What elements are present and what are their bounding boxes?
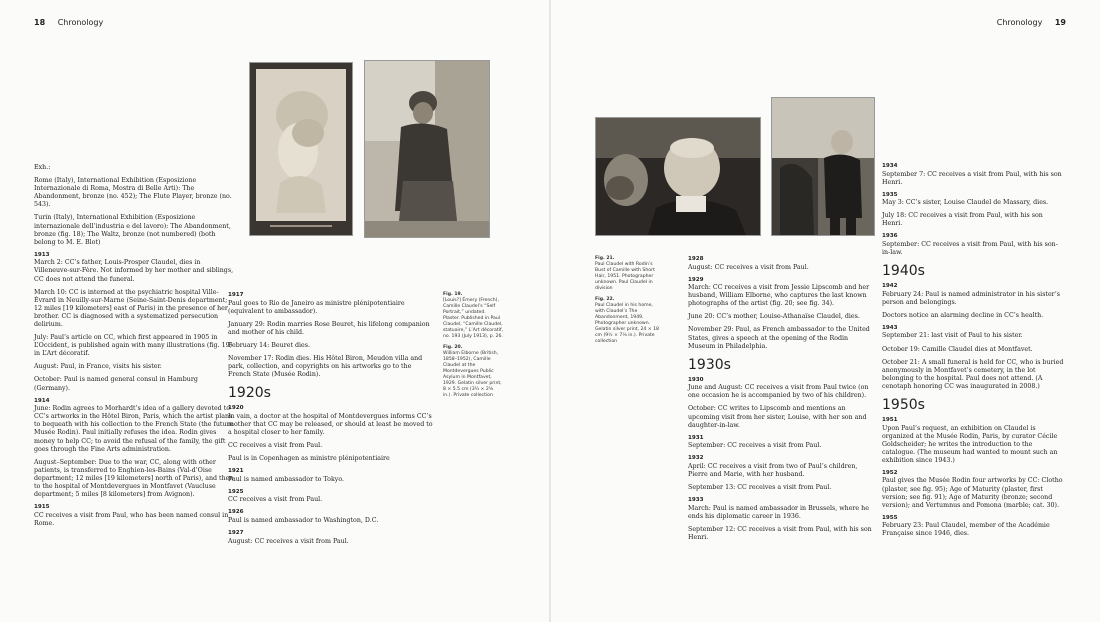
caption-title: Fig. 20. (443, 345, 463, 350)
caption-text: William Elborne (British, 1858–1952), Camille Claudel at the Montdevergues Public Asylum in Montfavet, 1929. Gelatin silver print, 8 × 5.5 cm (3¼ × 2⅛ in.). Private collection (443, 351, 502, 398)
year-heading: 1927 (228, 530, 244, 536)
entry-text: October 21: A small funeral is held for CC, who is buried anonymously in Montfavet’s cemetery, in the lot belonging to the hospital. Paul does not attend. (A cenotaph honoring CC was inaugurated in 2008.) (882, 358, 1064, 390)
entry-text: Doctors notice an alarming decline in CC’s health. (882, 311, 1044, 319)
entry-text: CC receives a visit from Paul. (228, 496, 323, 504)
year-heading: 1934 (882, 163, 898, 169)
caption-text: Paul Claudel in his home, with Claudel’s The Abandonment, 1949. Photographer unknown. Gelatin silver print, 24 × 18 cm (9½ × 7⅛ in.). Private collection (595, 303, 659, 344)
entry-text: September: CC receives a visit from Paul. (688, 442, 822, 450)
running-head: Chronology (57, 18, 104, 27)
year-heading: 1929 (688, 276, 704, 283)
entry-text: September 7: CC receives a visit from Paul, with his son Henri. (882, 170, 1062, 186)
entry-text: Paul is named ambassador to Tokyo. (228, 475, 345, 483)
year-heading: 1952 (882, 469, 898, 476)
entry-text: September: CC receives a visit from Paul, with his son-in-law. (882, 240, 1058, 257)
year-heading: 1930 (688, 376, 704, 383)
left-folio (34, 18, 103, 27)
page-number: 18 (34, 18, 46, 27)
right-page (551, 0, 1100, 622)
entry-text: Paul goes to Rio de Janeiro as ministre plénipotentiaire (equivalent to ambassador). (228, 299, 405, 315)
running-head: Chronology (996, 18, 1043, 27)
entry-text: Upon Paul’s request, an exhibition on Claudel is organized at the Musée Rodin, Paris, by curator Cécile Goldscheider; he writes the introduction to the catalogue. (The museum had wanted to mount such an exhibition since 1943.) (882, 424, 1058, 464)
right-captions (595, 256, 659, 350)
year-heading: 1913 (34, 251, 50, 258)
left-column-1 (34, 164, 234, 533)
entry-text: November 29: Paul, as French ambassador to the United States, gives a speech at the opening of the Rodin Museum in Philadelphia. (688, 326, 870, 350)
entry-text: June and August: CC receives a visit from Paul twice (on one occasion he is accompanied by two of his children). (688, 384, 869, 400)
entry-text: Rome (Italy), International Exhibition (Esposizione Internazionale di Roma, Mostra di Belle Arti): The Abandonment, bronze (no. 452); The Flute Player, bronze (no. 543). (34, 177, 232, 209)
entry-text: Paul gives the Musée Rodin four artworks by CC: Clotho (plaster, see fig. 95); Age of Maturity (plaster, first version; see fig. 91); Age of Maturity (bronze; second version); and Vertumnus and Pomona (marble; cat. 30). (882, 477, 1063, 509)
decade-heading: 1940s (882, 263, 925, 280)
entry-text: August: CC receives a visit from Paul. (688, 263, 809, 271)
caption-fig-19 (443, 292, 503, 340)
right-column-1 (688, 256, 874, 547)
year-heading: 1915 (34, 504, 50, 511)
caption-fig-22 (595, 297, 659, 345)
entry-text: Paul is named ambassador to Washington, D.C. (228, 516, 379, 524)
entry-text: CC receives a visit from Paul. (228, 442, 323, 450)
entry-text: June: Rodin agrees to Morhardt’s idea of a gallery devoted to CC’s artworks in the Hôtel Biron, Paris, which the artist plans to bequeath with his collection to the French State (the future Musée Rodin). Paul initially refuses the idea. Rodin gives money to help CC; to avoid the refusal of the family, the gift goes through the Fine Arts administration. (34, 405, 234, 453)
entry-text: February 14: Beuret dies. (228, 341, 310, 349)
paul-claudel-bust-image (596, 118, 760, 235)
year-heading: 1942 (882, 283, 898, 290)
paul-at-home-photo (771, 97, 875, 236)
entry-text: February 23: Paul Claudel, member of the Académie Française since 1946, dies. (882, 522, 1050, 538)
asylum-portrait-photo (364, 60, 490, 238)
entry-text: November 17: Rodin dies. His Hôtel Biron, Meudon villa and park, collection, and copyrights on his artworks go to the French State (Musée Rodin). (228, 354, 423, 379)
year-heading: 1914 (34, 397, 50, 404)
entry-text: Turin (Italy), International Exhibition (Esposizione internazionale dell’industria e del lavoro): The Abandonment, bronze (fig. 18); The Waltz, bronze (not numbered) (both belong to M. E. Blot) (34, 214, 231, 246)
entry-text: February 24: Paul is named administrator in his sister’s person and belongings. (882, 290, 1060, 306)
entry-text: June 20: CC’s mother, Louise-Athanaïse Claudel, dies. (688, 313, 860, 321)
year-heading: 1925 (228, 488, 244, 495)
entry-text: May 3: CC’s sister, Louise Claudel de Massary, dies. (882, 199, 1049, 207)
caption-title: Fig. 19. (443, 292, 463, 297)
year-heading: 1933 (688, 497, 704, 504)
entry-text: July 18: CC receives a visit from Paul, with his son Henri. (882, 212, 1043, 228)
year-heading: 1951 (882, 417, 898, 423)
caption-text: [Louis?] Émery (French), Camille Claudel’s “Self Portrait,” undated. Plaster. Published in Paul Claudel, “Camille Claudel, statuaire,” L’Art décoratif, no. 193 (July 1913), p. 26. (443, 298, 503, 339)
entry-text: September 13: CC receives a visit from Paul. (688, 484, 832, 491)
decade-heading: 1920s (228, 385, 271, 402)
entry-text: In vain, a doctor at the hospital of Montdevergues informs CC’s mother that CC may be released, or should at least be moved to a hospital closer to her family. (228, 412, 433, 436)
left-captions (443, 292, 503, 404)
entry-text: October: CC writes to Lipscomb and mentions an upcoming visit from her sister, Louise, with her son and daughter-in-law. (688, 405, 867, 429)
paul-with-bust-photo (595, 117, 761, 236)
year-heading: 1917 (228, 292, 244, 298)
entry-text: March 2: CC’s father, Louis-Prosper Claudel, dies in Villeneuve-sur-Fère. Not informed by her mother and siblings, CC does not attend the funeral. (34, 259, 234, 283)
entry-text: Exh.: (34, 164, 51, 171)
entry-text: July: Paul’s article on CC, which first appeared in 1905 in L’Occident, is published again with many illustrations (fig. 19) in L’Art décoratif. (34, 334, 233, 358)
year-heading: 1935 (882, 191, 898, 198)
entry-text: September 12: CC receives a visit from Paul, with his son Henri. (688, 525, 872, 541)
caption-title: Fig. 22. (595, 297, 615, 302)
entry-text: April: CC receives a visit from two of Paul’s children, Pierre and Marie, with her husband. (688, 462, 858, 478)
left-page (0, 0, 549, 622)
caption-fig-20 (443, 345, 503, 399)
caption-title: Fig. 21. (595, 256, 615, 261)
year-heading: 1932 (688, 455, 704, 462)
year-heading: 1926 (228, 509, 244, 516)
entry-text: January 29: Rodin marries Rose Beuret, his lifelong companion and mother of his child. (228, 320, 430, 336)
year-heading: 1955 (882, 514, 898, 521)
page-number: 19 (1054, 18, 1066, 27)
year-heading: 1920 (228, 405, 244, 412)
decade-heading: 1930s (688, 356, 731, 373)
left-column-2 (228, 292, 434, 551)
decade-heading: 1950s (882, 397, 925, 413)
entry-text: October: Paul is named general consul in Hamburg (Germany). (34, 376, 198, 392)
year-heading: 1943 (882, 324, 898, 331)
entry-text: August: CC receives a visit from Paul. (228, 537, 349, 545)
year-heading: 1936 (882, 233, 898, 240)
right-folio (997, 18, 1066, 27)
paul-claudel-home-image (772, 98, 874, 235)
year-heading: 1928 (688, 256, 704, 262)
right-column-2 (882, 163, 1064, 544)
entry-text: August–September: Due to the war, CC, along with other patients, is transferred to Enghien-les-Bains (Val-d’Oise department; 12 miles [19 kilometers] north of Paris), and then to the hospital of Montdevergues in Montfavet (Vaucluse department; 5 miles [8 kilometers] from Avignon). (34, 458, 234, 499)
entry-text: March: Paul is named ambassador in Brussels, where he ends his diplomatic career in 1936. (688, 504, 869, 520)
sculpture-photo (249, 62, 353, 236)
entry-text: CC receives a visit from Paul, who has been named consul in Rome. (34, 511, 229, 527)
entry-text: March: CC receives a visit from Jessie Lipscomb and her husband, William Elborne, who captures the last known photographs of the artist (fig. 20; see fig. 34). (688, 284, 870, 308)
entry-text: March 10: CC is interned at the psychiatric hospital Ville-Évrard in Neuilly-sur-Marne (Seine-Saint-Denis department; 12 miles [19 kilometers] east of Paris) in the presence of her brother. CC is diagnosed with a systematized persecution delirium. (34, 288, 228, 328)
entry-text: September 21: last visit of Paul to his sister. (882, 332, 1023, 340)
sculpture-bust-image (250, 63, 352, 235)
entry-text: Paul is in Copenhagen as ministre plénipotentiaire (228, 455, 390, 463)
seated-woman-image (365, 61, 489, 237)
year-heading: 1931 (688, 434, 704, 441)
caption-fig-21 (595, 256, 659, 292)
entry-text: October 19: Camille Claudel dies at Montfavet. (882, 345, 1033, 353)
entry-text: August: Paul, in France, visits his sister. (34, 363, 162, 371)
year-heading: 1921 (228, 468, 244, 475)
caption-text: Paul Claudel with Rodin’s Bust of Camille with Short Hair, 1951. Photographer unknown. Paul Claudel in division (595, 262, 655, 291)
